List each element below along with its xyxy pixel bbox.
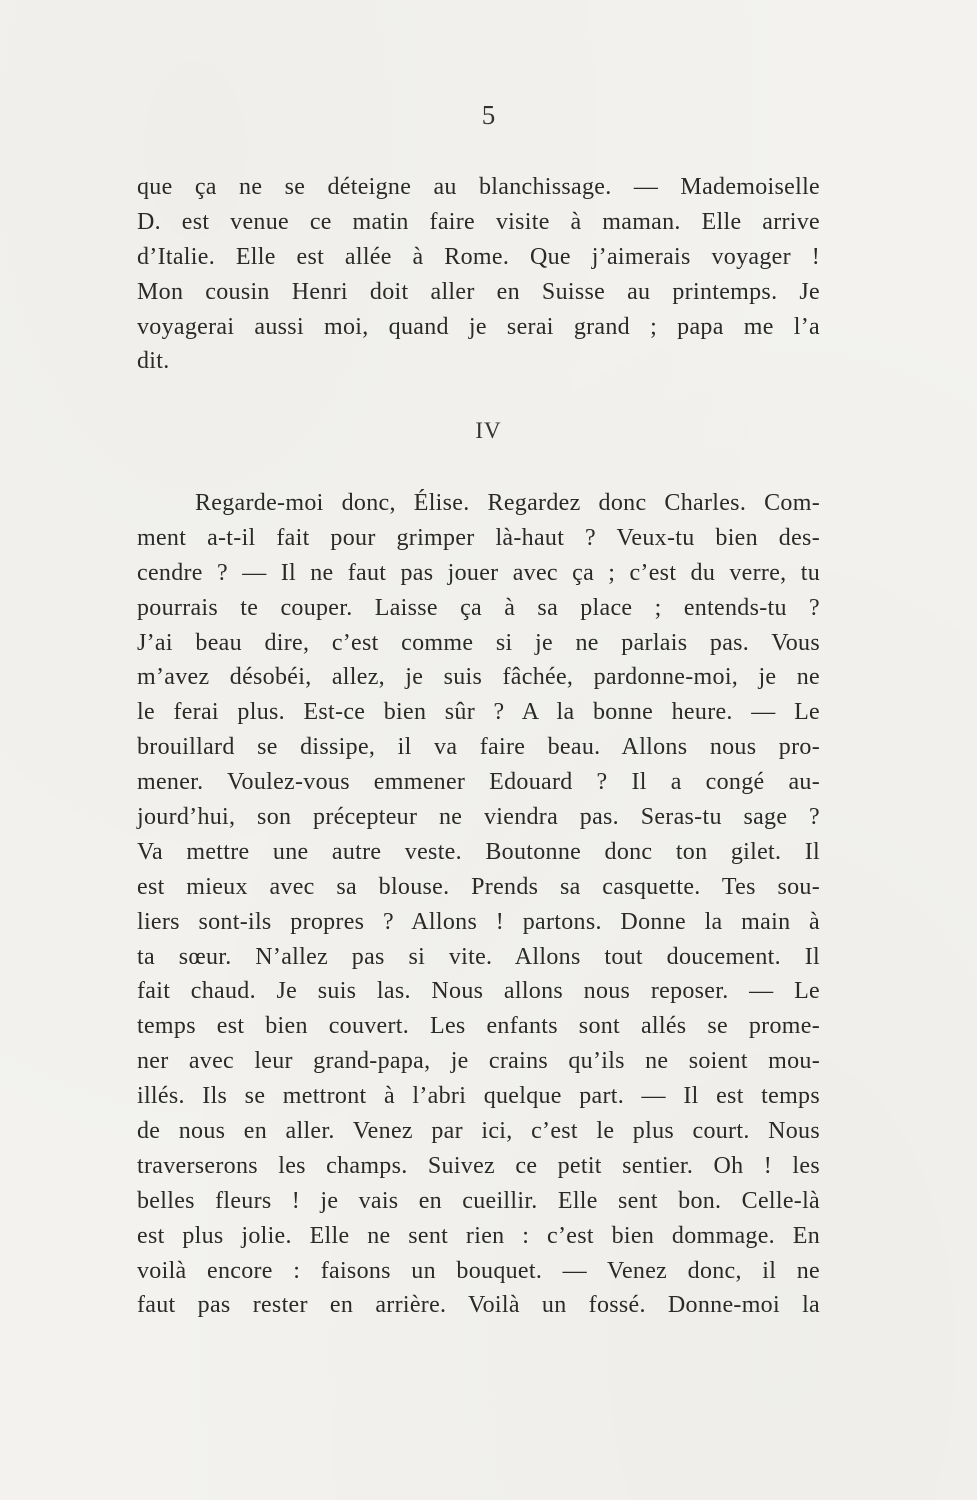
text-line: faut pas rester en arrière. Voilà un fossé. Donne-moi la (137, 1292, 820, 1319)
text-line: ment a-t-il fait pour grimper là-haut ? Veux-tu bien des- (137, 524, 820, 551)
text-line: pourrais te couper. Laisse ça à sa place ; entends-tu ? (137, 594, 820, 621)
text-line: J’ai beau dire, c’est comme si je ne parlais pas. Vous (137, 629, 820, 656)
text-line: le ferai plus. Est-ce bien sûr ? A la bonne heure. — Le (137, 699, 820, 726)
text-line: liers sont-ils propres ? Allons ! partons. Donne la main à (137, 908, 820, 935)
paragraph-section-iv (137, 486, 820, 1323)
text-line: mener. Voulez-vous emmener Edouard ? Il a congé au- (137, 769, 820, 796)
text-line: est mieux avec sa blouse. Prends sa casquette. Tes sou- (137, 873, 820, 900)
text-line: fait chaud. Je suis las. Nous allons nous reposer. — Le (137, 978, 820, 1005)
text-line: jourd’hui, son précepteur ne viendra pas. Seras-tu sage ? (137, 804, 820, 831)
text-line: traverserons les champs. Suivez ce petit sentier. Oh ! les (137, 1152, 820, 1179)
text-line: de nous en aller. Venez par ici, c’est le plus court. Nous (137, 1118, 820, 1145)
paragraph-continued (137, 170, 820, 379)
text-line: Regarde-moi donc, Élise. Regardez donc Charles. Com- (195, 490, 820, 516)
text-line: m’avez désobéi, allez, je suis fâchée, pardonne-moi, je ne (137, 664, 820, 691)
text-line: est plus jolie. Elle ne sent rien : c’est bien dommage. En (137, 1222, 820, 1249)
text-line: ta sœur. N’allez pas si vite. Allons tout doucement. Il (137, 943, 820, 970)
page-number: 5 (481, 100, 496, 130)
text-line: voyagerai aussi moi, quand je serai grand ; papa me l’a (137, 313, 820, 340)
text-line: brouillard se dissipe, il va faire beau. Allons nous pro- (137, 734, 820, 761)
section-heading: IV (475, 418, 502, 443)
text-line: Mon cousin Henri doit aller en Suisse au printemps. Je (137, 278, 820, 305)
text-line: Va mettre une autre veste. Boutonne donc ton gilet. Il (137, 838, 820, 865)
text-line: D. est venue ce matin faire visite à maman. Elle arrive (137, 208, 820, 235)
text-line: ner avec leur grand-papa, je crains qu’ils ne soient mou- (137, 1048, 820, 1075)
text-line: cendre ? — Il ne faut pas jouer avec ça ; c’est du verre, tu (137, 559, 820, 586)
text-line: voilà encore : faisons un bouquet. — Venez donc, il ne (137, 1257, 820, 1284)
text-line: belles fleurs ! je vais en cueillir. Elle sent bon. Celle-là (137, 1187, 820, 1214)
text-line: illés. Ils se mettront à l’abri quelque part. — Il est temps (137, 1083, 820, 1110)
text-line: d’Italie. Elle est allée à Rome. Que j’aimerais voyager ! (137, 243, 820, 270)
text-line: dit. (137, 348, 170, 375)
text-line: temps est bien couvert. Les enfants sont allés se prome- (137, 1013, 820, 1040)
text-line: que ça ne se déteigne au blanchissage. — Mademoiselle (137, 174, 820, 200)
